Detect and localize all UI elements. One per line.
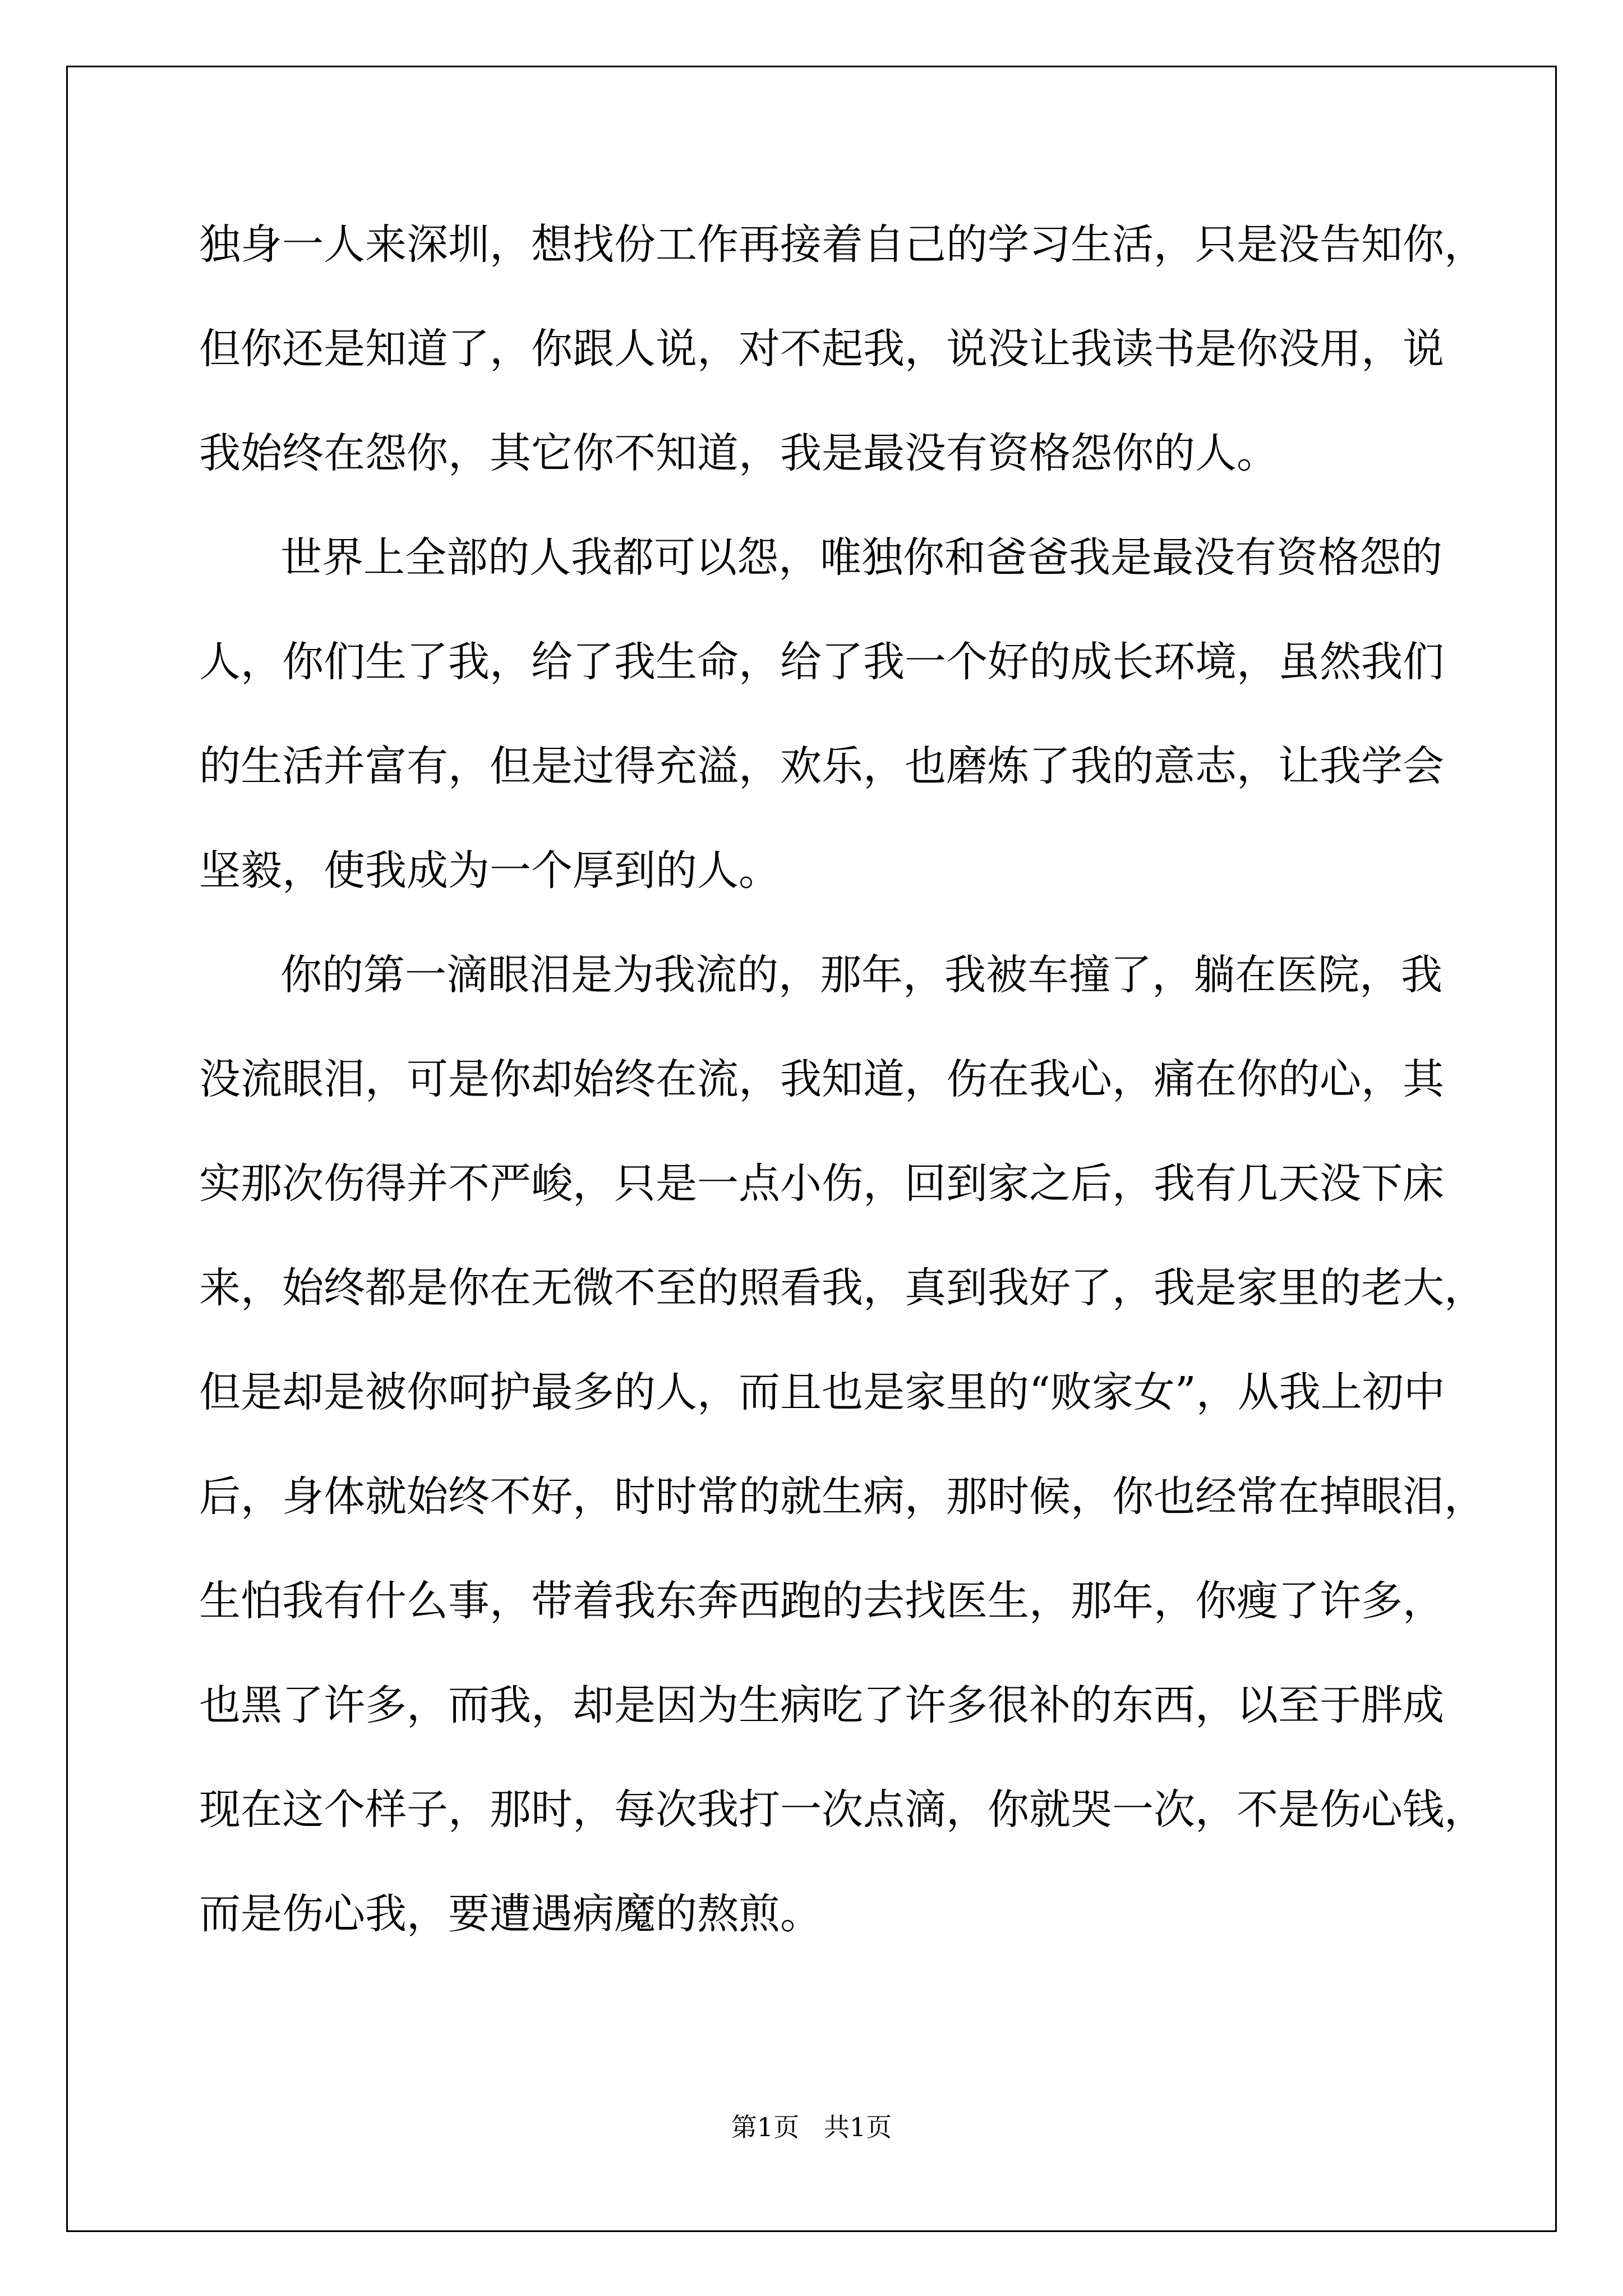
- text-line: 没 流 眼 泪 ， 可 是 你 却 始 终 在 流 ， 我 知 道 ， 伤 在 我 心 ， 痛 在 你 的 心 ， 其: [199, 1055, 1444, 1103]
- text-line: 人 ， 你 们 生 了 我 ， 给 了 我 生 命 ， 给 了 我 一 个 好 的 成 长 环 境 ， 虽 然 我 们: [199, 638, 1444, 686]
- text-line: 也 黑 了 许 多 ， 而 我 ， 却 是 因 为 生 病 吃 了 许 多 很 补 的 东 西 ， 以 至 于 胖 成: [199, 1681, 1444, 1729]
- text-line: 但 你 还 是 知 道 了 ， 你 跟 人 说 ， 对 不 起 我 ， 说 没 让 我 读 书 是 你 没 用 ， 说: [199, 325, 1444, 373]
- text-line: 坚毅，使我成为一个厚到的人。: [199, 846, 780, 895]
- text-line: 而是伤心我，要遭遇病魔的熬煎。: [199, 1890, 822, 1938]
- text-line: 后 ， 身 体 就 始 终 不 好 ， 时 时 常 的 就 生 病 ， 那 时 候 ， 你 也 经 常 在 掉 眼 泪 ，: [199, 1473, 1486, 1521]
- text-line: 生 怕 我 有 什 么 事 ， 带 着 我 东 奔 西 跑 的 去 找 医 生 ， 那 年 ， 你 瘦 了 许 多 ，: [199, 1577, 1444, 1625]
- text-line: 独 身 一 人 来 深 圳 ， 想 找 份 工 作 再 接 着 自 己 的 学 习 生 活 ， 只 是 没 告 知 你 ，: [199, 220, 1486, 269]
- text-line: 但 是 却 是 被 你 呵 护 最 多 的 人 ， 而 且 也 是 家 里 的 “ 败 家 女 ” ， 从 我 上 初 中: [199, 1368, 1445, 1416]
- page-footer: 第1页 共1页: [731, 2112, 892, 2142]
- text-line: 我始终在怨你，其它你不知道，我是最没有资格怨你的人。: [199, 429, 1278, 477]
- text-line: 的 生 活 并 富 有 ， 但 是 过 得 充 溢 ， 欢 乐 ， 也 磨 炼 了 我 的 意 志 ， 让 我 学 会: [199, 742, 1444, 790]
- text-line: 实 那 次 伤 得 并 不 严 峻 ， 只 是 一 点 小 伤 ， 回 到 家 之 后 ， 我 有 几 天 没 下 床: [199, 1159, 1444, 1208]
- paragraph-first-line: 你 的 第 一 滴 眼 泪 是 为 我 流 的 ， 那 年 ， 我 被 车 撞 了 ， 躺 在 医 院 ， 我: [280, 951, 1442, 999]
- paragraph-first-line: 世 界 上 全 部 的 人 我 都 可 以 怨 ， 唯 独 你 和 爸 爸 我 是 最 没 有 资 格 怨 的: [280, 533, 1442, 582]
- text-line: 现 在 这 个 样 子 ， 那 时 ， 每 次 我 打 一 次 点 滴 ， 你 就 哭 一 次 ， 不 是 伤 心 钱 ，: [199, 1786, 1486, 1834]
- text-line: 来 ， 始 终 都 是 你 在 无 微 不 至 的 照 看 我 ， 真 到 我 好 了 ， 我 是 家 里 的 老 大 ，: [199, 1264, 1486, 1312]
